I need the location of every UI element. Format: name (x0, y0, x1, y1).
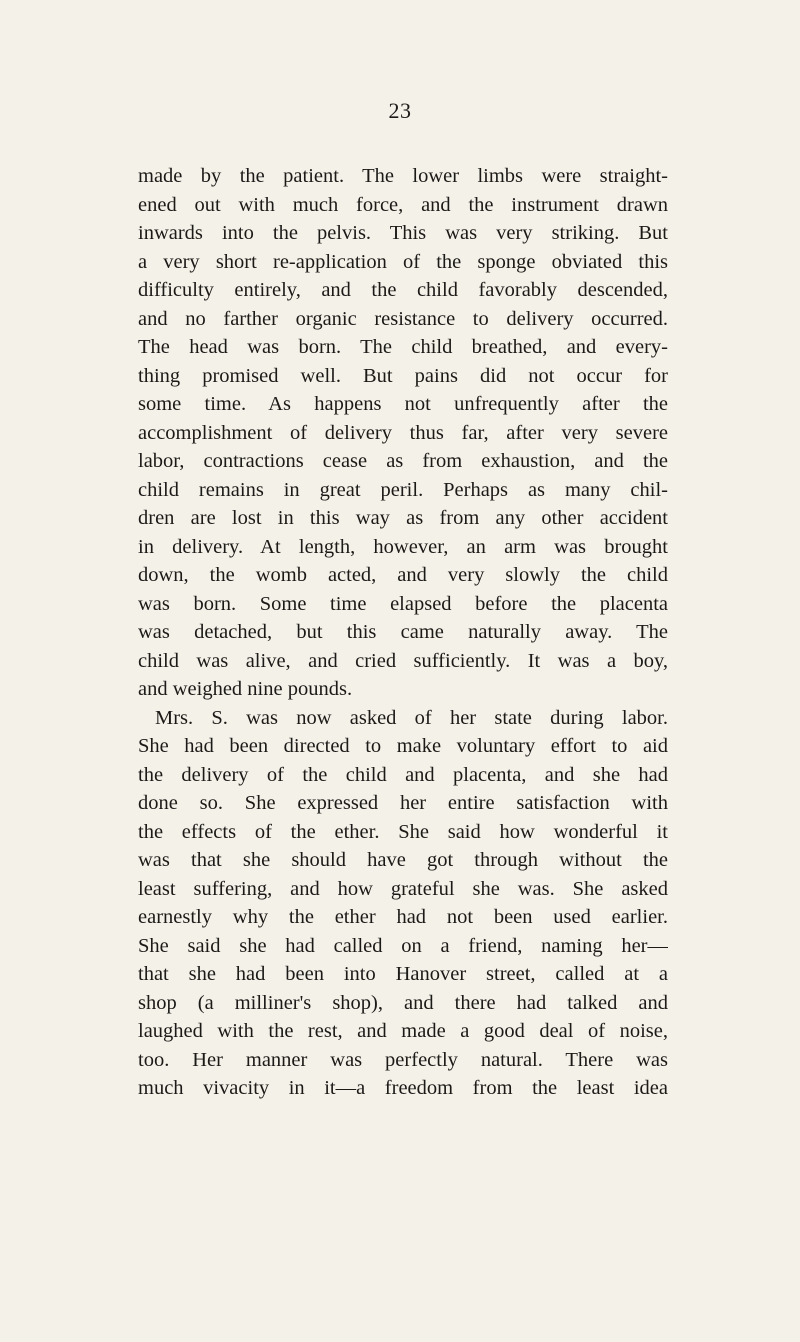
text-line: inwards into the pelvis. This was very striking. But (138, 222, 668, 244)
text-line: down, the womb acted, and very slowly the child (138, 564, 668, 586)
text-line: She had been directed to make voluntary effort to aid (138, 735, 668, 757)
text-line: earnestly why the ether had not been used earlier. (138, 906, 668, 928)
text-line: difficulty entirely, and the child favorably descended, (138, 279, 668, 301)
text-line: The head was born. The child breathed, and every- (138, 336, 668, 358)
text-line: least suffering, and how grateful she was. She asked (138, 877, 668, 900)
text-line: that she had been into Hanover street, called at a (138, 963, 668, 985)
text-line: was detached, but this came naturally away. The (138, 621, 668, 643)
text-line: the effects of the ether. She said how wonderful it (138, 820, 668, 843)
text-line: labor, contractions cease as from exhaustion, and the (138, 450, 668, 472)
text-line: some time. As happens not unfrequently after the (138, 393, 668, 415)
text-line: a very short re-application of the sponge obviated this (138, 250, 668, 273)
text-line: accomplishment of delivery thus far, after very severe (138, 421, 668, 444)
text-line: Mrs. S. was now asked of her state during labor. (155, 706, 668, 729)
text-line: much vivacity in it—a freedom from the least idea (138, 1077, 668, 1099)
text-line: was that she should have got through without the (138, 849, 668, 871)
text-line: thing promised well. But pains did not occur for (138, 364, 668, 387)
page-number: 23 (388, 98, 412, 123)
text-line: shop (a milliner's shop), and there had talked and (138, 991, 668, 1014)
text-line: the delivery of the child and placenta, and she had (138, 763, 668, 786)
body-text (138, 162, 668, 1103)
text-line: and weighed nine pounds. (138, 678, 353, 700)
text-line: was born. Some time elapsed before the placenta (138, 592, 668, 615)
text-line: done so. She expressed her entire satisfaction with (138, 792, 668, 814)
text-line: laughed with the rest, and made a good deal of noise, (138, 1020, 668, 1042)
text-line: She said she had called on a friend, naming her— (138, 934, 668, 957)
text-line: in delivery. At length, however, an arm was brought (138, 535, 668, 558)
text-line: ened out with much force, and the instrument drawn (138, 193, 668, 216)
text-line: too. Her manner was perfectly natural. There was (138, 1048, 668, 1071)
text-line: and no farther organic resistance to delivery occurred. (138, 307, 668, 330)
text-line: made by the patient. The lower limbs were straight- (138, 165, 668, 187)
text-line: child remains in great peril. Perhaps as many chil- (138, 478, 668, 501)
text-line: child was alive, and cried sufficiently. It was a boy, (138, 649, 668, 672)
text-line: dren are lost in this way as from any other accident (138, 507, 668, 529)
